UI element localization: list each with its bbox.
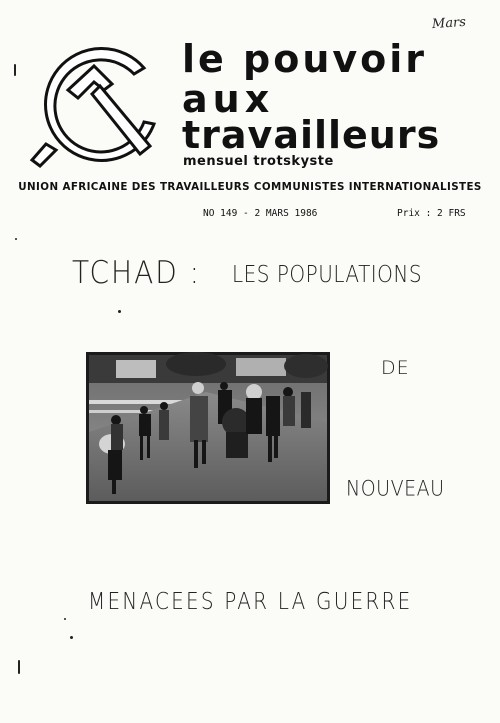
issue-number-date: NO 149 - 2 MARS 1986 [203, 208, 318, 219]
scan-speck [64, 618, 66, 620]
headline-part-2: LES POPULATIONS [232, 260, 423, 288]
scan-speck [18, 660, 20, 674]
price: Prix : 2 FRS [397, 208, 466, 219]
refugees-photo [86, 352, 330, 504]
masthead-line-1: le pouvoir [182, 37, 428, 81]
masthead-subtitle: mensuel trotskyste [183, 154, 334, 169]
masthead-line-2: aux [182, 77, 275, 121]
masthead-line-3: travailleurs [182, 113, 441, 157]
headline-part-5: MENACEES PAR LA GUERRE [88, 587, 413, 615]
scan-speck [14, 64, 16, 76]
scan-speck [70, 636, 73, 639]
handwritten-note: Mars [431, 14, 467, 33]
headline-part-1: TCHAD : [72, 254, 202, 291]
scan-speck [118, 310, 121, 313]
hammer-sickle-logo [28, 38, 176, 168]
organization-name: UNION AFRICAINE DES TRAVAILLEURS COMMUNISTES INTERNATIONALISTES [18, 181, 482, 193]
headline-part-4: NOUVEAU [346, 476, 445, 502]
scan-speck [15, 238, 17, 240]
headline-part-3: DE [381, 357, 410, 379]
